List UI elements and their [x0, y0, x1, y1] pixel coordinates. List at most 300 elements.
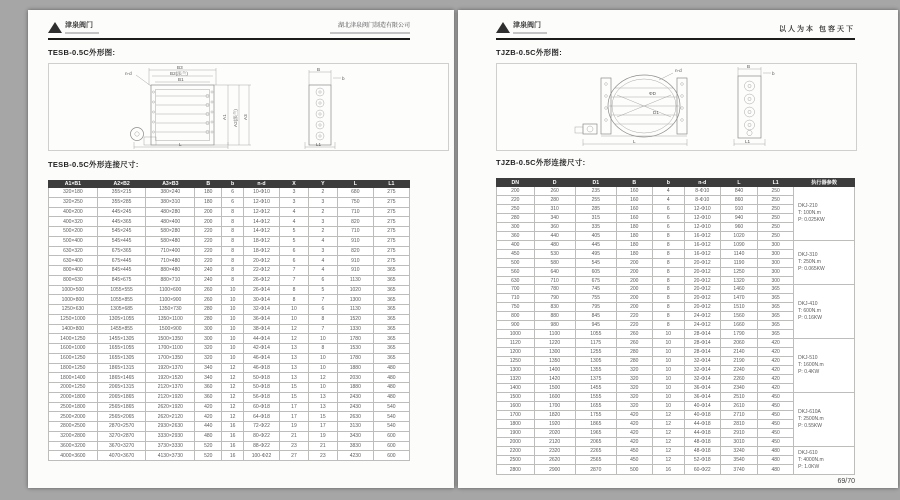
table-cell: 8 — [652, 231, 684, 240]
table-cell: 16-Φ12 — [684, 249, 720, 258]
tjzb-outline-drawing — [497, 64, 856, 150]
table-cell: 16 — [652, 465, 684, 475]
table-cell: 360 — [534, 222, 575, 231]
table-row — [49, 373, 410, 383]
table-cell: 12 — [222, 383, 244, 393]
table-cell: 28-Φ14 — [684, 348, 720, 357]
table-cell: 420 — [758, 383, 794, 392]
header-slogan: 以人为本 包容天下 — [779, 25, 855, 33]
table-cell: 520 — [195, 451, 222, 461]
actuator-params-cell — [794, 339, 855, 393]
table-cell: 710 — [337, 207, 373, 217]
table-cell: 1660 — [720, 321, 758, 330]
actuator-param-line: P: 1.0KW — [798, 463, 820, 470]
table-cell: 820 — [337, 217, 373, 227]
table-cell: 200 — [195, 217, 222, 227]
table-cell: 365 — [373, 334, 409, 344]
table-cell: 220 — [195, 246, 222, 256]
tjzb-figure-box — [496, 63, 857, 151]
table-cell: 1880 — [337, 363, 373, 373]
table-cell: 400×200 — [49, 207, 98, 217]
table-cell: 21 — [308, 441, 337, 451]
table-cell: 2900 — [534, 465, 575, 475]
table-cell: 1375 — [575, 375, 616, 384]
column-header: A1×B1 — [49, 181, 98, 188]
table-cell: 1090 — [720, 240, 758, 249]
table-cell: 1305×1055 — [97, 314, 146, 324]
table-cell: 180 — [195, 188, 222, 198]
table-cell: 275 — [373, 256, 409, 266]
actuator-param-line: T: 250N.m — [798, 259, 821, 266]
table-row — [49, 217, 410, 227]
table-cell: 365 — [373, 305, 409, 315]
tesb-dimension-table — [48, 180, 410, 461]
table-cell: 8 — [222, 236, 244, 246]
table-cell: 1020 — [337, 285, 373, 295]
table-cell: 10 — [222, 314, 244, 324]
dim-label-b-small-right: b — [772, 71, 775, 76]
table-cell: 260 — [534, 187, 575, 196]
column-header: A3×B3 — [146, 181, 195, 188]
table-cell: 10 — [652, 392, 684, 401]
table-cell: 800×400 — [49, 266, 98, 276]
table-cell: 2430 — [337, 402, 373, 412]
table-cell: 2930×2630 — [146, 422, 195, 432]
table-cell: 335 — [575, 222, 616, 231]
table-cell: 255 — [575, 195, 616, 204]
table-cell: 1800 — [497, 419, 535, 428]
table-cell: 605 — [575, 267, 616, 276]
table-cell: 3600×3200 — [49, 441, 98, 451]
table-cell: 300 — [497, 222, 535, 231]
table-cell: 2020 — [534, 428, 575, 437]
table-cell: 4070×3670 — [97, 451, 146, 461]
table-cell: 365 — [373, 314, 409, 324]
actuator-param-line: T: 600N.m — [798, 308, 821, 315]
table-cell: 6 — [222, 197, 244, 207]
table-cell: 7 — [308, 295, 337, 305]
table-cell: 500×200 — [49, 227, 98, 237]
table-cell: 6 — [308, 305, 337, 315]
table-cell: 280 — [497, 213, 535, 222]
table-cell: 2500 — [497, 456, 535, 465]
table-row — [49, 256, 410, 266]
table-cell: 160 — [616, 195, 652, 204]
table-cell: 845 — [575, 312, 616, 321]
table-cell: 3270×2870 — [97, 431, 146, 441]
dim-label-b2: B2(法兰) — [170, 71, 188, 76]
table-row — [49, 334, 410, 344]
table-cell: 1500 — [497, 392, 535, 401]
table-cell: 275 — [373, 246, 409, 256]
table-cell: 450 — [758, 419, 794, 428]
table-cell: 10 — [222, 324, 244, 334]
table-cell: 8 — [652, 303, 684, 312]
table-cell: 540 — [373, 412, 409, 422]
table-cell: 200 — [616, 294, 652, 303]
table-cell: 10 — [652, 339, 684, 348]
table-cell: 20-Φ12 — [684, 267, 720, 276]
header-row — [49, 181, 410, 188]
table-cell: 1455 — [575, 383, 616, 392]
table-cell: 710×400 — [146, 246, 195, 256]
table-cell: 8 — [222, 227, 244, 237]
table-cell: 1000×500 — [49, 285, 98, 295]
table-cell: 260 — [195, 295, 222, 305]
column-header: D — [534, 179, 575, 187]
table-cell: 300 — [758, 258, 794, 267]
table-cell: 6 — [652, 213, 684, 222]
table-cell: 300 — [758, 267, 794, 276]
table-cell: 2620 — [534, 456, 575, 465]
table-cell: 60-Φ18 — [243, 402, 279, 412]
column-header: 执行器参数 — [794, 179, 855, 187]
table-cell: 1250 — [720, 267, 758, 276]
table-cell: 1510 — [720, 303, 758, 312]
table-cell: 420 — [758, 339, 794, 348]
table-cell: 50-Φ18 — [243, 383, 279, 393]
table-cell: 320×180 — [49, 188, 98, 198]
table-cell: 400×320 — [49, 217, 98, 227]
table-cell: 20-Φ12 — [684, 294, 720, 303]
table-cell: 860 — [720, 195, 758, 204]
tesb-outline-drawing — [49, 64, 448, 150]
table-cell: 1420 — [534, 375, 575, 384]
table-cell: 38-Φ14 — [243, 324, 279, 334]
table-cell: 8 — [222, 266, 244, 276]
table-cell: 600 — [373, 451, 409, 461]
table-title-tjzb: TJZB-0.5C外形连接尺寸: — [496, 158, 586, 167]
table-cell: 200 — [616, 285, 652, 294]
brand-logo — [496, 22, 547, 34]
table-cell: 275 — [373, 217, 409, 227]
table-cell: 4 — [308, 236, 337, 246]
table-cell: 4230 — [337, 451, 373, 461]
table-cell: 6 — [652, 222, 684, 231]
table-cell: 2140 — [720, 348, 758, 357]
table-cell: 320 — [616, 366, 652, 375]
column-header: L1 — [373, 181, 409, 188]
table-cell: 10 — [652, 375, 684, 384]
table-cell: 12 — [222, 373, 244, 383]
table-cell: 2340 — [720, 383, 758, 392]
table-cell: 17 — [280, 412, 309, 422]
table-cell: 2630 — [337, 412, 373, 422]
table-cell: 12 — [652, 410, 684, 419]
table-cell: 580 — [534, 258, 575, 267]
table-cell: 180 — [616, 249, 652, 258]
table-cell: 910 — [720, 204, 758, 213]
table-cell: 235 — [575, 187, 616, 196]
table-cell: 3 — [308, 197, 337, 207]
table-cell: 840 — [720, 187, 758, 196]
table-cell: 800×630 — [49, 275, 98, 285]
table-cell: 200 — [616, 258, 652, 267]
table-row — [49, 441, 410, 451]
table-cell: 250 — [758, 204, 794, 213]
table-cell: 2200 — [497, 446, 535, 455]
header-rule — [48, 38, 410, 41]
table-cell: 420 — [616, 410, 652, 419]
table-cell: 3670×3270 — [97, 441, 146, 451]
table-cell: 12-Φ10 — [243, 197, 279, 207]
table-cell: 2120×1370 — [146, 383, 195, 393]
column-header: b — [652, 179, 684, 187]
table-cell: 20-Φ12 — [684, 258, 720, 267]
actuator-params-cell — [794, 240, 855, 285]
table-cell: 42-Φ14 — [243, 344, 279, 354]
table-row — [49, 285, 410, 295]
table-row — [49, 451, 410, 461]
table-cell: 285 — [575, 204, 616, 213]
table-cell: 88-Φ22 — [243, 441, 279, 451]
actuator-param-line: T: 4000N.m — [798, 456, 824, 463]
table-cell: 32-Φ14 — [684, 357, 720, 366]
table-cell: 6 — [652, 204, 684, 213]
dim-label-B-right: B — [747, 64, 751, 69]
table-cell: 56-Φ18 — [243, 392, 279, 402]
catalog-page-right — [458, 10, 898, 488]
dim-label-d1: D1 — [653, 110, 659, 115]
table-cell: 48-Φ18 — [684, 446, 720, 455]
table-cell: 340 — [195, 363, 222, 373]
table-cell: 1920 — [534, 419, 575, 428]
table-cell: 580×480 — [146, 236, 195, 246]
table-cell: 400 — [497, 240, 535, 249]
table-cell: 540 — [373, 402, 409, 412]
table-cell: 500 — [616, 465, 652, 475]
table-cell: 1655×1055 — [97, 344, 146, 354]
table-cell: 200 — [616, 276, 652, 285]
table-cell: 10 — [652, 330, 684, 339]
table-title-tesb: TESB-0.5C外形连接尺寸: — [48, 160, 139, 169]
column-header: L — [337, 181, 373, 188]
table-cell: 26-Φ14 — [243, 285, 279, 295]
table-cell: 600 — [373, 441, 409, 451]
table-cell: 100-Φ22 — [243, 451, 279, 461]
table-cell: 630 — [497, 276, 535, 285]
table-cell: 1800×1400 — [49, 373, 98, 383]
table-cell: 17 — [280, 402, 309, 412]
table-cell: 240 — [195, 266, 222, 276]
table-cell: 8 — [222, 256, 244, 266]
table-cell: 910 — [337, 266, 373, 276]
table-cell: 320 — [195, 353, 222, 363]
table-cell: 8 — [652, 240, 684, 249]
table-cell: 2190 — [720, 357, 758, 366]
table-cell: 15 — [280, 392, 309, 402]
table-cell: 15 — [280, 383, 309, 393]
table-cell: 8 — [652, 276, 684, 285]
table-cell: 220 — [195, 256, 222, 266]
table-cell: 2 — [308, 207, 337, 217]
table-cell: 900 — [497, 321, 535, 330]
table-row — [49, 236, 410, 246]
table-cell: 1800×1250 — [49, 363, 98, 373]
table-cell: 21 — [280, 431, 309, 441]
table-cell: 275 — [373, 207, 409, 217]
table-cell: 1865×1315 — [97, 363, 146, 373]
dim-label-B-left: B — [317, 67, 321, 72]
table-cell: 845×675 — [97, 275, 146, 285]
table-cell: 1300 — [534, 348, 575, 357]
table-cell: 1330 — [337, 324, 373, 334]
table-cell: 2870×2570 — [97, 422, 146, 432]
table-cell: 2910 — [720, 428, 758, 437]
table-cell: 10 — [652, 401, 684, 410]
table-cell: 44-Φ18 — [684, 428, 720, 437]
table-cell: 8 — [308, 344, 337, 354]
table-cell: 250 — [758, 187, 794, 196]
table-cell: 1320 — [720, 276, 758, 285]
table-cell: 450 — [758, 437, 794, 446]
table-cell: 710 — [497, 294, 535, 303]
table-cell: 480 — [195, 431, 222, 441]
table-cell: 1820 — [534, 410, 575, 419]
table-cell: 1140 — [720, 249, 758, 258]
table-cell: 10 — [222, 305, 244, 315]
table-cell: 8-Φ10 — [684, 195, 720, 204]
table-cell: 18-Φ12 — [243, 236, 279, 246]
table-cell: 8 — [308, 314, 337, 324]
table-cell: 450 — [616, 446, 652, 455]
table-cell: 365 — [373, 266, 409, 276]
table-cell: 545×245 — [97, 227, 146, 237]
table-cell: 600 — [373, 431, 409, 441]
table-cell: 4000×3600 — [49, 451, 98, 461]
table-cell: 3430 — [337, 431, 373, 441]
table-cell: 12-Φ10 — [684, 222, 720, 231]
table-cell: 450 — [758, 392, 794, 401]
table-cell: 1530 — [337, 344, 373, 354]
table-cell: 440 — [195, 422, 222, 432]
table-cell: 4 — [280, 217, 309, 227]
table-cell: 420 — [195, 402, 222, 412]
table-cell: 16 — [222, 431, 244, 441]
table-cell: 1350 — [534, 357, 575, 366]
table-cell: 675×365 — [97, 246, 146, 256]
table-cell: 1965 — [575, 428, 616, 437]
dim-label-a1: A1 — [222, 114, 227, 120]
figure-title-tesb: TESB-0.5C外形图: — [48, 48, 116, 57]
table-cell: 450 — [497, 249, 535, 258]
table-cell: 4130×3730 — [146, 451, 195, 461]
header-row — [497, 179, 855, 187]
column-header: D1 — [575, 179, 616, 187]
table-cell: 1520 — [337, 314, 373, 324]
table-cell: 200 — [195, 207, 222, 217]
table-cell: 13 — [280, 373, 309, 383]
table-cell: 2710 — [720, 410, 758, 419]
table-cell: 420 — [758, 366, 794, 375]
table-cell: 480 — [534, 240, 575, 249]
table-cell: 450 — [758, 428, 794, 437]
table-cell: 15 — [308, 412, 337, 422]
table-cell: 160 — [616, 204, 652, 213]
brand-triangle-icon — [496, 22, 510, 33]
actuator-params-cell — [794, 446, 855, 474]
table-cell: 1100×600 — [146, 285, 195, 295]
table-cell: 1305 — [575, 357, 616, 366]
table-cell: 3740 — [720, 465, 758, 475]
table-cell: 2265 — [575, 446, 616, 455]
table-cell: 275 — [373, 197, 409, 207]
table-cell: 795 — [575, 303, 616, 312]
table-cell: 3010 — [720, 437, 758, 446]
table-cell: 8 — [280, 285, 309, 295]
table-row — [49, 275, 410, 285]
table-cell: 320 — [616, 401, 652, 410]
table-cell: 16 — [222, 422, 244, 432]
actuator-param-line: T: 2500N.m — [798, 415, 824, 422]
table-cell: 1780 — [337, 334, 373, 344]
table-cell: 260 — [616, 330, 652, 339]
table-cell: 1400 — [534, 366, 575, 375]
table-cell: 365 — [373, 344, 409, 354]
table-cell: 3540 — [720, 456, 758, 465]
table-cell: 2065×1315 — [97, 383, 146, 393]
table-cell: 675×445 — [97, 256, 146, 266]
table-cell: 19 — [280, 422, 309, 432]
table-row — [49, 305, 410, 315]
table-cell: 13 — [280, 344, 309, 354]
table-cell: 3830 — [337, 441, 373, 451]
actuator-param-line: P: 0.55KW — [798, 422, 822, 429]
table-cell: 2620×1920 — [146, 402, 195, 412]
table-cell: 40-Φ18 — [684, 410, 720, 419]
table-cell: 355×285 — [97, 197, 146, 207]
table-cell: 12 — [652, 456, 684, 465]
table-cell: 365 — [373, 275, 409, 285]
table-cell: 2810 — [720, 419, 758, 428]
actuator-param-line: P: 0.025KW — [798, 216, 825, 223]
table-cell: 8 — [652, 294, 684, 303]
table-cell: 365 — [373, 295, 409, 305]
table-cell: 1100 — [534, 330, 575, 339]
table-cell: 1900 — [497, 428, 535, 437]
table-cell: 18-Φ12 — [243, 246, 279, 256]
table-cell: 12 — [222, 412, 244, 422]
table-cell: 2870 — [575, 465, 616, 475]
table-row — [49, 246, 410, 256]
column-header: b — [222, 181, 244, 188]
table-cell: 2800 — [497, 465, 535, 475]
table-cell: 675 — [575, 276, 616, 285]
tesb-figure-box — [48, 63, 449, 151]
actuator-params-cell — [794, 187, 855, 241]
table-cell: 880×480 — [146, 266, 195, 276]
table-cell: 13 — [280, 353, 309, 363]
company-subtext-bar — [330, 32, 410, 34]
table-cell: 17 — [308, 422, 337, 432]
table-cell: 8 — [222, 217, 244, 227]
table-cell: 20-Φ12 — [684, 276, 720, 285]
table-cell: 2260 — [720, 375, 758, 384]
table-cell: 520 — [195, 441, 222, 451]
table-cell: 3240 — [720, 446, 758, 455]
table-cell: 24-Φ12 — [684, 321, 720, 330]
header-rule — [496, 38, 855, 41]
table-cell: 2565 — [575, 456, 616, 465]
table-cell: 960 — [720, 222, 758, 231]
table-cell: 480 — [373, 383, 409, 393]
table-cell: 8 — [652, 312, 684, 321]
table-cell: 250 — [758, 195, 794, 204]
table-cell: 360 — [195, 383, 222, 393]
table-cell: 315 — [575, 213, 616, 222]
actuator-param-line: DKJ-310 — [798, 252, 818, 259]
tjzb-dimension-table — [496, 178, 855, 475]
